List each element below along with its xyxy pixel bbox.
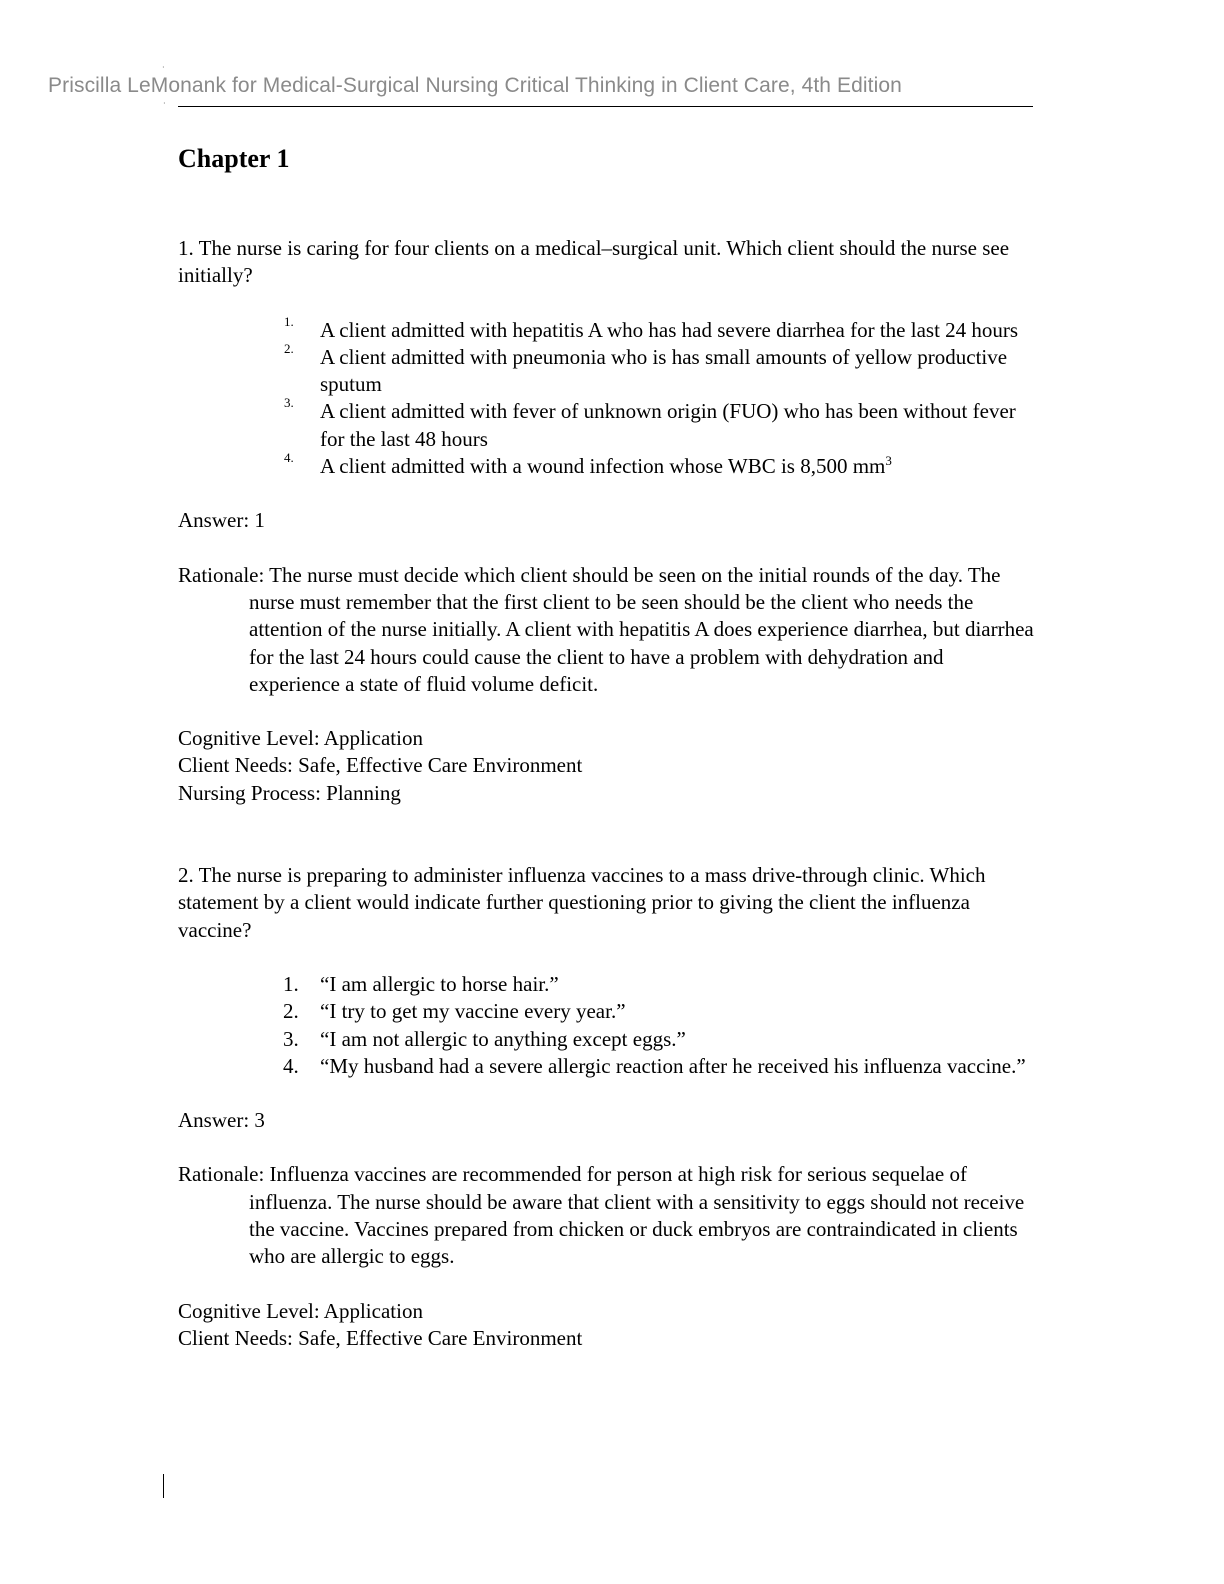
option-text: “I try to get my vaccine every year.” — [320, 999, 626, 1024]
option-item — [284, 395, 1038, 453]
answer-line: Answer: 3 — [178, 1108, 265, 1133]
question-meta — [178, 725, 1038, 807]
option-number: 3. — [283, 1026, 299, 1051]
question-1 — [178, 235, 1038, 807]
cognitive-level: Cognitive Level: Application — [178, 1298, 423, 1323]
nursing-process: Nursing Process: Planning — [178, 780, 401, 805]
option-item — [284, 313, 1038, 344]
question-stem: 2. The nurse is preparing to administer influenza vaccines to a mass drive-through clinic. Which statement by a client would indicate further questioning prior to giving the client the influenza vaccine? — [178, 863, 986, 942]
option-text: “I am not allergic to anything except eggs.” — [320, 1026, 686, 1051]
option-item — [283, 998, 1038, 1025]
header-rule — [178, 106, 1033, 107]
chapter-title: Chapter 1 — [178, 144, 290, 173]
option-number: 4. — [283, 1053, 299, 1078]
client-needs: Client Needs: Safe, Effective Care Environment — [178, 753, 583, 778]
option-number: 1. — [284, 313, 294, 329]
client-needs: Client Needs: Safe, Effective Care Environment — [178, 1325, 583, 1350]
option-superscript: 3 — [885, 453, 892, 469]
option-text: A client admitted with a wound infection whose WBC is 8,500 mm — [320, 454, 886, 479]
question-meta — [178, 1298, 1038, 1353]
option-text: “My husband had a severe allergic reaction after he received his influenza vaccine.” — [320, 1053, 1026, 1078]
option-item — [283, 971, 1038, 998]
option-item — [283, 1053, 1038, 1080]
question-stem: 1. The nurse is caring for four clients on a medical–surgical unit. Which client should the nurse see initially? — [178, 236, 1010, 288]
margin-change-bar — [163, 1474, 164, 1498]
answer-options — [178, 971, 1038, 1080]
header-tick-mark: · — [162, 63, 165, 72]
option-number: 2. — [283, 999, 299, 1024]
rationale-paragraph: Rationale: Influenza vaccines are recommended for person at high risk for serious sequelae of influenza. The nurse should be aware that client with a sensitivity to eggs should not receive the vaccine. Vaccines prepared from chicken or duck embryos are contraindicated in clients who are allergic to eggs. — [178, 1162, 1025, 1269]
option-item — [284, 450, 1038, 480]
option-number: 4. — [284, 450, 294, 466]
answer-options — [178, 313, 1038, 481]
option-item — [284, 340, 1038, 399]
option-item — [283, 1026, 1038, 1053]
header-tick-mark-lower: · — [163, 99, 166, 108]
running-header — [48, 74, 1033, 108]
option-number: 3. — [284, 395, 294, 411]
cognitive-level: Cognitive Level: Application — [178, 726, 423, 751]
option-text: “I am allergic to horse hair.” — [320, 971, 559, 996]
document-body — [178, 235, 1038, 1352]
option-number: 2. — [284, 340, 294, 356]
question-2 — [178, 862, 1038, 1352]
option-text: A client admitted with hepatitis A who has had severe diarrhea for the last 24 hours — [320, 317, 1019, 342]
option-text: A client admitted with pneumonia who is has small amounts of yellow productive sputum — [320, 344, 1008, 397]
answer-line: Answer: 1 — [178, 508, 265, 533]
option-text: A client admitted with fever of unknown origin (FUO) who has been without fever for the last 48 hours — [320, 399, 1016, 451]
option-number: 1. — [283, 971, 299, 996]
rationale-paragraph: Rationale: The nurse must decide which client should be seen on the initial rounds of the day. The nurse must remember that the first client to be seen should be the client who needs the attention of the nurse initially. A client with hepatitis A does experience diarrhea, but diarrhea for the last 24 hours could cause the client to have a problem with dehydration and experience a state of fluid volume deficit. — [178, 562, 1034, 696]
header-text: Priscilla LeMonank for Medical-Surgical Nursing Critical Thinking in Client Care, 4th Edition — [48, 74, 902, 97]
